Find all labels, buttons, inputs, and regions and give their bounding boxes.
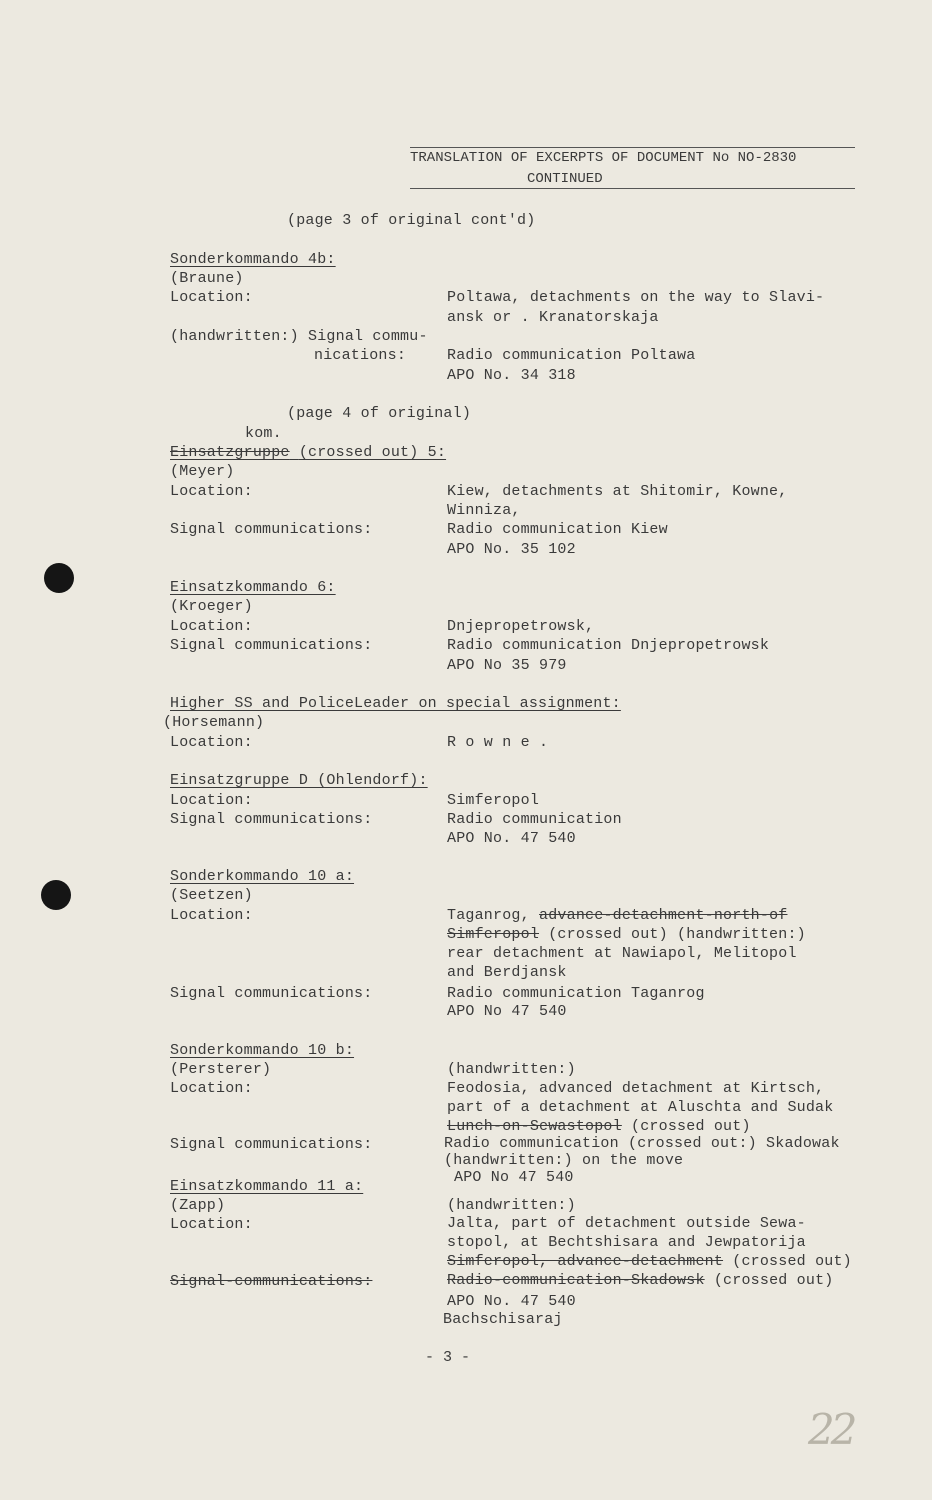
ek11a-location-3b: (crossed out): [732, 1253, 852, 1270]
sk10a-location-label: Location:: [170, 907, 253, 924]
sk4b-location-1: Poltawa, detachments on the way to Slavi-: [447, 289, 825, 306]
eg5-heading: [170, 443, 446, 462]
sk10b-heading: Sonderkommando 10 b:: [170, 1042, 355, 1059]
sk10b-apo: APO No 47 540: [454, 1169, 574, 1186]
sk4b-signal-value: Radio communication Poltawa: [447, 347, 696, 364]
eg5-apo: APO No. 35 102: [447, 541, 576, 558]
sk4b-location-2: ansk or . Kranatorskaja: [447, 309, 659, 326]
eg5-leader: (Meyer): [170, 463, 235, 480]
egd-heading: Einsatzgruppe D (Ohlendorf):: [170, 772, 428, 789]
sk4b-signal-label-2: nications:: [314, 347, 407, 364]
sk10a-apo: APO No 47 540: [447, 1003, 567, 1020]
sk10a-location-1b: advance-detachment-north-of: [539, 907, 788, 924]
sk10b-handwritten: (handwritten:): [447, 1061, 576, 1078]
egd-location-value: Simferopol: [447, 792, 540, 809]
sk10b-location-2: part of a detachment at Aluschta and Sudak: [447, 1099, 834, 1116]
egd-location-label: Location:: [170, 792, 253, 809]
ek11a-location-2: stopol, at Bechtshisara and Jewpatorija: [447, 1234, 806, 1251]
ek11a-signal-label: Signal-communications:: [170, 1273, 373, 1290]
sk10a-location-3: rear detachment at Nawiapol, Melitopol: [447, 945, 797, 962]
ek6-location-value: Dnjepropetrowsk,: [447, 618, 595, 635]
sk10a-location-2a: Simferopol: [447, 926, 540, 943]
sk10a-location-1: [447, 906, 787, 925]
sk10b-signal-value-2: (handwritten:) on the move: [444, 1152, 684, 1169]
sk10b-location-3a: Lunch-on-Sewastopol: [447, 1118, 622, 1135]
sk4b-leader: (Braune): [170, 270, 244, 287]
ek11a-handwritten: (handwritten:): [447, 1197, 576, 1214]
kom-note: kom.: [245, 425, 282, 442]
sk10b-signal-value-1: Radio communication (crossed out:) Skadowak: [444, 1135, 840, 1152]
sk10a-signal-label: Signal communications:: [170, 985, 373, 1002]
ek6-location-label: Location:: [170, 618, 253, 635]
ek6-signal-label: Signal communications:: [170, 637, 373, 654]
sk10b-location-3b: (crossed out): [631, 1118, 751, 1135]
page3-note: (page 3 of original cont'd): [287, 212, 536, 229]
ek11a-location-1: Jalta, part of detachment outside Sewa-: [447, 1215, 806, 1232]
ek11a-location-label: Location:: [170, 1216, 253, 1233]
sk10a-signal-value: Radio communication Taganrog: [447, 985, 705, 1002]
hsspf-heading-part2: Leader on special assignment:: [354, 695, 621, 712]
sk4b-apo: APO No. 34 318: [447, 367, 576, 384]
ek6-heading: Einsatzkommando 6:: [170, 579, 336, 596]
ek6-signal-value: Radio communication Dnjepropetrowsk: [447, 637, 770, 654]
sk4b-heading: Sonderkommando 4b:: [170, 251, 336, 268]
ek11a-signal-value: [447, 1271, 833, 1290]
ek11a-location-3a: Simferopol, advance-detachment: [447, 1253, 724, 1270]
egd-apo: APO No. 47 540: [447, 830, 576, 847]
header-title: TRANSLATION OF EXCERPTS OF DOCUMENT No NO-2830: [410, 150, 797, 166]
sk4b-signal-label-1: (handwritten:) Signal commu-: [170, 328, 428, 345]
eg5-heading-rest: (crossed out) 5:: [298, 444, 447, 461]
eg5-location-1: Kiew, detachments at Shitomir, Kowne,: [447, 483, 788, 500]
punch-hole-lower: [41, 880, 71, 910]
hsspf-leader: (Horsemann): [163, 714, 265, 731]
ek11a-apo: APO No. 47 540: [447, 1293, 576, 1310]
ek11a-heading: Einsatzkommando 11 a:: [170, 1178, 364, 1195]
page4-note: (page 4 of original): [287, 405, 472, 422]
eg5-signal-label: Signal communications:: [170, 521, 373, 538]
ek6-apo: APO No 35 979: [447, 657, 567, 674]
hsspf-heading-part1: Higher SS and Police: [170, 695, 355, 712]
sk10b-leader: (Persterer): [170, 1061, 272, 1078]
eg5-location-2: Winniza,: [447, 502, 521, 519]
sk10a-location-2: [447, 925, 806, 944]
egd-signal-label: Signal communications:: [170, 811, 373, 828]
sk10b-location-1: Feodosia, advanced detachment at Kirtsch,: [447, 1080, 825, 1097]
hsspf-location-value: R o w n e .: [447, 734, 549, 751]
sk10a-location-4: and Berdjansk: [447, 964, 567, 981]
sk10a-leader: (Seetzen): [170, 887, 253, 904]
egd-signal-value: Radio communication: [447, 811, 622, 828]
sk10a-location-1a: Taganrog,: [447, 907, 530, 924]
ek11a-leader: (Zapp): [170, 1197, 226, 1214]
ek11a-signal-value-a: Radio-communication-Skadowsk: [447, 1272, 705, 1289]
sk10a-location-2b: (crossed out) (handwritten:): [548, 926, 806, 943]
punch-hole-upper: [44, 563, 74, 593]
ek11a-extra: Bachschisaraj: [443, 1311, 563, 1328]
sk4b-location-label: Location:: [170, 289, 253, 306]
eg5-location-label: Location:: [170, 483, 253, 500]
page-number: - 3 -: [425, 1349, 471, 1366]
header-rule-bottom: [410, 188, 855, 189]
sk10b-location-label: Location:: [170, 1080, 253, 1097]
hsspf-location-label: Location:: [170, 734, 253, 751]
sk10b-signal-label: Signal communications:: [170, 1136, 373, 1153]
eg5-signal-value: Radio communication Kiew: [447, 521, 668, 538]
ek11a-location-3: [447, 1252, 852, 1271]
sk10a-heading: Sonderkommando 10 a:: [170, 868, 355, 885]
handwritten-page-mark: 22: [808, 1405, 854, 1454]
header-rule-top: [410, 147, 855, 148]
eg5-heading-crossed: Einsatzgruppe: [170, 444, 290, 461]
hsspf-heading: [170, 694, 621, 713]
header-continued: CONTINUED: [527, 171, 603, 187]
ek6-leader: (Kroeger): [170, 598, 253, 615]
ek11a-signal-value-b: (crossed out): [713, 1272, 834, 1289]
